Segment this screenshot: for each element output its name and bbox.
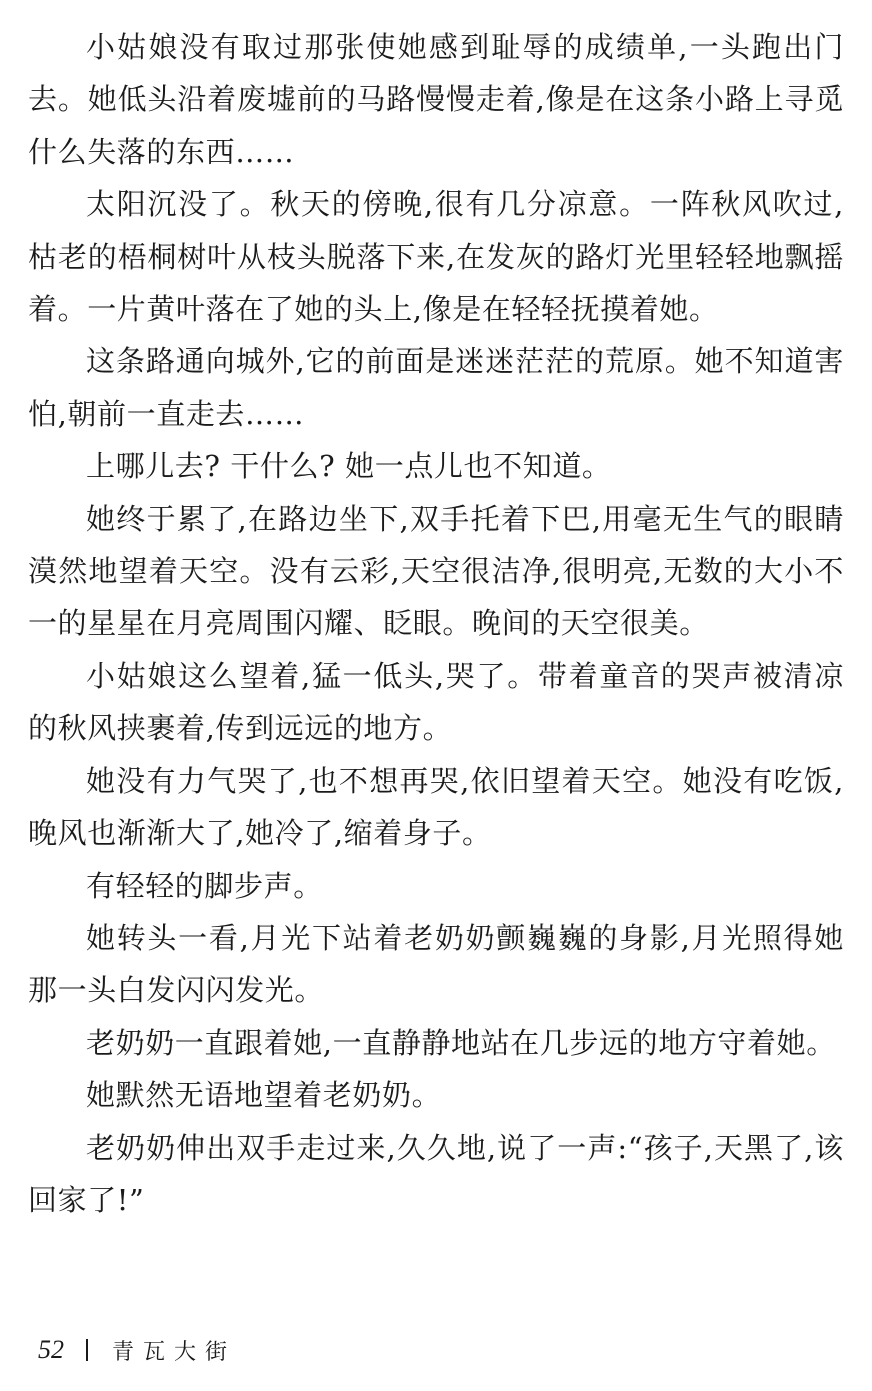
story-text — [28, 21, 844, 1226]
paragraph-7: 她没有力气哭了,也不想再哭,依旧望着天空。她没有吃饭,晚风也渐渐大了,她冷了,缩着身子。 — [28, 763, 844, 851]
paragraph-2: 太阳沉没了。秋天的傍晚,很有几分凉意。一阵秋风吹过,枯老的梧桐树叶从枝头脱落下来,在发灰的路灯光里轻轻地飘摇着。一片黄叶落在了她的头上,像是在轻轻抚摸着她。 — [28, 187, 844, 327]
paragraph-1: 小姑娘没有取过那张使她感到耻辱的成绩单,一头跑出门去。她低头沿着废墟前的马路慢慢走着,像是在这条小路上寻觅什么失落的东西…… — [28, 30, 844, 169]
paragraph-12: 老奶奶伸出双手走过来,久久地,说了一声:“孩子,天黑了,该回家了!” — [28, 1130, 844, 1217]
paragraph-5: 她终于累了,在路边坐下,双手托着下巴,用毫无生气的眼睛漠然地望着天空。没有云彩,天空很洁净,很明亮,无数的大小不一的星星在月亮周围闪耀、眨眼。晚间的天空很美。 — [28, 501, 844, 641]
page-footer — [38, 1330, 236, 1370]
paragraph-11: 她默然无语地望着老奶奶。 — [86, 1078, 442, 1113]
paragraph-4: 上哪儿去? 干什么? 她一点儿也不知道。 — [86, 449, 612, 484]
paragraph-8: 有轻轻的脚步声。 — [86, 868, 323, 903]
paragraph-9: 她转头一看,月光下站着老奶奶颤巍巍的身影,月光照得她那一头白发闪闪发光。 — [28, 920, 844, 1008]
page-number: 52 — [38, 1335, 64, 1364]
paragraph-3: 这条路通向城外,它的前面是迷迷茫茫的荒原。她不知道害怕,朝前一直走去…… — [28, 344, 844, 431]
paragraph-6: 小姑娘这么望着,猛一低头,哭了。带着童音的哭声被清凉的秋风挟裹着,传到远远的地方。 — [28, 658, 844, 746]
paragraph-10: 老奶奶一直跟着她,一直静静地站在几步远的地方守着她。 — [86, 1025, 836, 1060]
book-title: 青瓦大街 — [112, 1339, 237, 1365]
footer-divider — [86, 1339, 88, 1361]
